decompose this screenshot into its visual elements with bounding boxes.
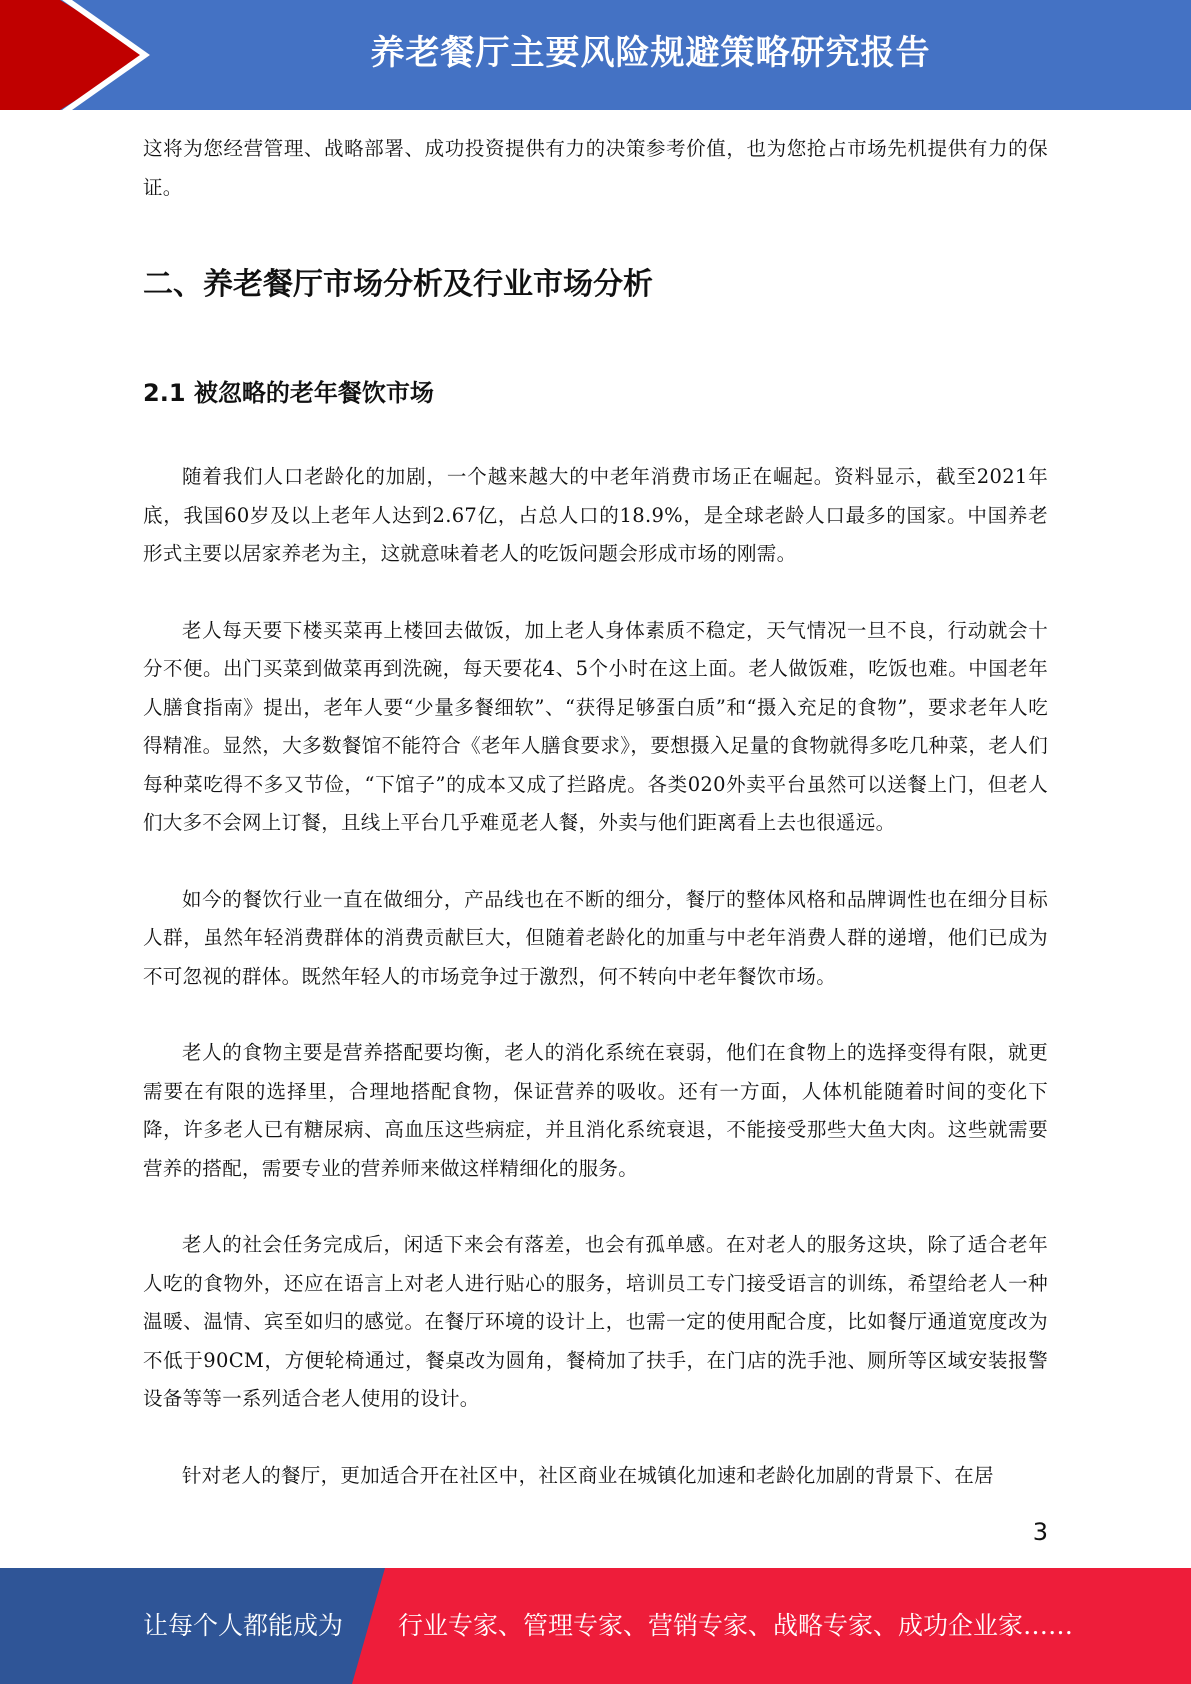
subsection-heading: 2.1 被忽略的老年餐饮市场 (143, 379, 434, 407)
body-paragraph-4: 老人的食物主要是营养搭配要均衡，老人的消化系统在衰弱，他们在食物上的选择变得有限，就更需要在有限的选择里，合理地搭配食物，保证营养的吸收。还有一方面，人体机能随着时间的变化下降，许多老人已有糖尿病、高血压这些病症，并且消化系统衰退，不能接受那些大鱼大肉。这些就需要营养的搭配，需要专业的营养师来做这样精细化的服务。 (143, 1041, 1048, 1180)
report-title: 养老餐厅主要风险规避策略研究报告 (370, 33, 931, 73)
body-paragraph-1: 随着我们人口老龄化的加剧，一个越来越大的中老年消费市场正在崛起。资料显示，截至2021年底，我国60岁及以上老年人达到2.67亿，占总人口的18.9%，是全球老龄人口最多的国家。中国养老形式主要以居家养老为主，这就意味着老人的吃饭问题会形成市场的刚需。 (143, 465, 1048, 565)
footer-banner (0, 1568, 1191, 1684)
body-paragraph-2: 老人每天要下楼买菜再上楼回去做饭，加上老人身体素质不稳定，天气情况一旦不良，行动就会十分不便。出门买菜到做菜再到洗碗，每天要花4、5个小时在这上面。老人做饭难，吃饭也难。中国老年人膳食指南》提出，老年人要“少量多餐细软”、“获得足够蛋白质”和“摄入充足的食物”，要求老年人吃得精准。显然，大多数餐馆不能符合《老年人膳食要求》，要想摄入足量的食物就得多吃几种菜，老人们每种菜吃得不多又节俭，“下馆子”的成本又成了拦路虎。各类020外卖平台虽然可以送餐上门，但老人们大多不会网上订餐，且线上平台几乎难觅老人餐，外卖与他们距离看上去也很遥远。 (143, 618, 1048, 834)
section-heading: 二、养老餐厅市场分析及行业市场分析 (143, 267, 653, 302)
page-number: 3 (1032, 1518, 1048, 1546)
body-paragraph-6: 针对老人的餐厅，更加适合开在社区中，社区商业在城镇化加速和老龄化加剧的背景下、在居 (182, 1463, 994, 1487)
header-banner (0, 0, 1191, 110)
document-body (143, 130, 1048, 1495)
footer-slogan-right: 行业专家、管理专家、营销专家、战略专家、成功企业家…… (398, 1611, 1074, 1640)
red-chevron-logo (0, 0, 150, 110)
footer-slogan-left: 让每个人都能成为 (143, 1611, 344, 1640)
body-paragraph-5: 老人的社会任务完成后，闲适下来会有落差，也会有孤单感。在对老人的服务这块，除了适合老年人吃的食物外，还应在语言上对老人进行贴心的服务，培训员工专门接受语言的训练，希望给老人一种温暖、温情、宾至如归的感觉。在餐厅环境的设计上，也需一定的使用配合度，比如餐厅通道宽度改为不低于90CM，方便轮椅通过，餐桌改为圆角，餐椅加了扶手，在门店的洗手池、厕所等区域安装报警设备等等一系列适合老人使用的设计。 (143, 1233, 1048, 1410)
body-paragraph-3: 如今的餐饮行业一直在做细分，产品线也在不断的细分，餐厅的整体风格和品牌调性也在细分目标人群，虽然年轻消费群体的消费贡献巨大，但随着老龄化的加重与中老年消费人群的递增，他们已成为不可忽视的群体。既然年轻人的市场竞争过于激烈，何不转向中老年餐饮市场。 (143, 887, 1048, 988)
intro-paragraph: 这将为您经营管理、战略部署、成功投资提供有力的决策参考价值，也为您抢占市场先机提供有力的保证。 (143, 137, 1048, 199)
